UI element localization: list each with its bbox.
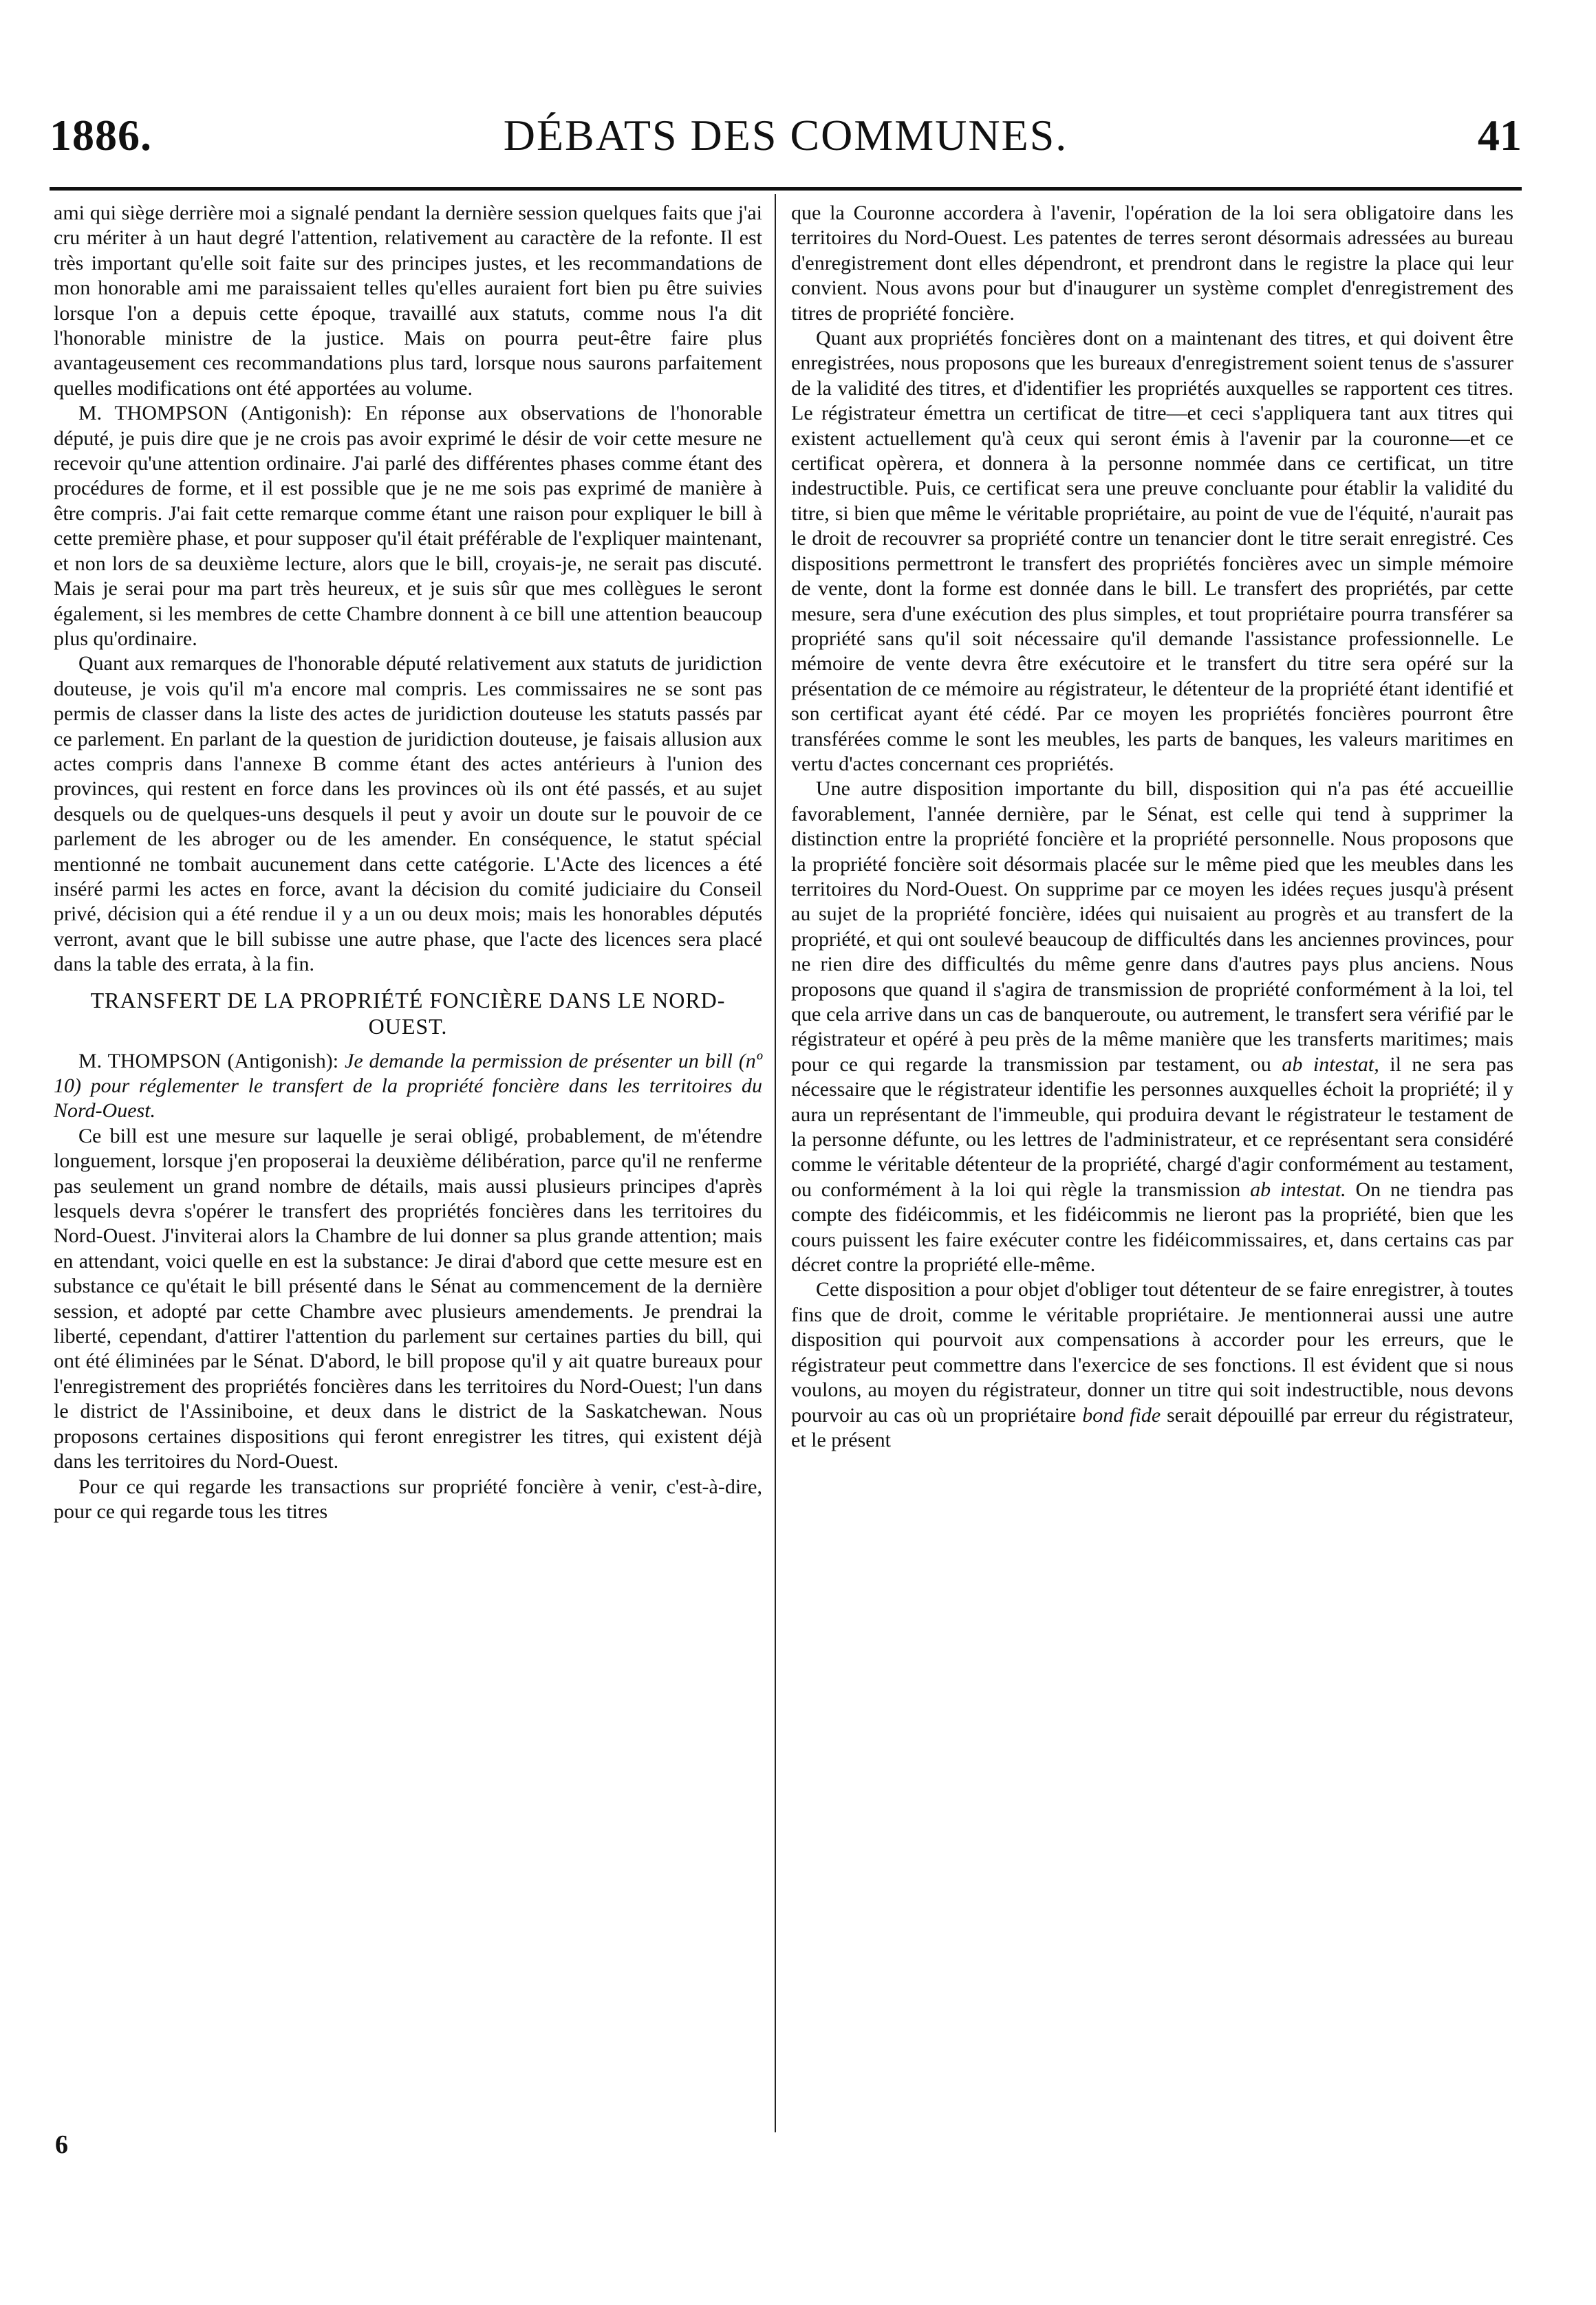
paragraph xyxy=(791,777,1513,1277)
signature-mark: 6 xyxy=(55,2130,68,2159)
paragraph-text: serait dépouillé par erreur du régistrateur, et le présent xyxy=(791,1403,1513,1451)
motion-text: Je demande la permission de présenter un bill (nº 10) xyxy=(54,1049,762,1097)
paragraph xyxy=(54,401,762,651)
motion-text: pour réglementer le transfert de la propriété foncière dans les territoires du Nord-Ouest. xyxy=(54,1074,762,1123)
speaker-name: M. THOMPSON xyxy=(78,402,228,425)
left-column xyxy=(54,201,762,1524)
paragraph-text: On ne tiendra pas compte des fidéicommis, et les fidéicommis ne lieront pas la propriété, bien que les cours puissent les faire exécuter contre les fidéicommissaires, et, dans certains cas par décret contre la propriété elle-même. xyxy=(791,1178,1513,1277)
speaker-riding: (Antigonish): xyxy=(227,1049,339,1072)
section-heading: TRANSFERT DE LA PROPRIÉTÉ FONCIÈRE DANS LE NORD-OUEST. xyxy=(90,987,726,1039)
header-page-number: 41 xyxy=(1478,111,1522,160)
latin-term: bond fide xyxy=(1082,1403,1161,1427)
paragraph xyxy=(791,1277,1513,1453)
column-divider xyxy=(775,194,776,2132)
paragraph: Quant aux propriétés foncières dont on a maintenant des titres, et qui doivent être enregistrées, nous proposons que les bureaux d'enregistrement soient tenus de s'assurer de la validité des titres, et d'identifier les propriétés auxquelles se rapportent ces titres. Le régistrateur émettra un certificat de titre—et ceci s'appliquera tant aux titres qui existent actuellement qu'à ceux qui seront émis à l'avenir par la couronne—et ce certificat opèrera, et donnera à la personne nommée dans ce certificat, un titre indestructible. Puis, ce certificat sera une preuve concluante pour établir la validité du titre, si bien que même le véritable propriétaire, au point de vue de l'équité, n'aurait pas le droit de recouvrer sa propriété contre un tenancier dont le titre serait enregistré. Ces dispositions permettront le transfert des propriétés foncières avec un simple mémoire de vente, dont la forme est donnée dans le bill. Le transfert des propriétés, par cette mesure, sera d'une exécution des plus simples, et tout propriétaire pourra transférer sa propriété sans qu'il soit nécessaire qu'il demande l'assistance professionnelle. Le mémoire de vente devra être exécutoire et le transfert du titre sera opéré sur la présentation de ce mémoire au régistrateur, le détenteur de la propriété étant identifié et son certificat ayant été cédé. Par ce moyen les propriétés foncières pourront être transférées comme le sont les meubles, les parts de banques, les valeurs maritimes en vertu d'actes concernant ces propriétés. xyxy=(791,327,1513,775)
header-year: 1886. xyxy=(50,111,152,160)
paragraph-text: Une autre disposition importante du bill, disposition qui n'a pas été accueillie favorablement, l'année dernière, par le Sénat, est celle qui tend à supprimer la distinction entre la propriété foncière et la propriété personnelle. Nous proposons que la propriété foncière soit désormais placée sur le même pied que les meubles dans les territoires du Nord-Ouest. On supprime par ce moyen les idées reçues jusqu'à présent au sujet de la propriété foncière, idées qui nuisaient au progrès et au transfert de la propriété, et qui ont soulevé beaucoup de difficultés dans les anciennes provinces, pour ne rien dire des difficultés du même genre dans d'autres pays plus anciens. Nous proposons que quand il s'agira de transmission de propriété conformément à la loi, tel que cela arrive dans un cas de banqueroute, ou autrement, le transfert sera vérifié par le régistrateur et opéré à peu près de la même manière que les transferts maritimes; mais pour ce qui regarde la transmission par testament, ou xyxy=(791,777,1513,1076)
paragraph: Ce bill est une mesure sur laquelle je serai obligé, probablement, de m'étendre longuement, lorsque j'en proposerai la deuxième délibération, parce qu'il ne renferme pas seulement un grand nombre de détails, mais aussi plusieurs principes d'après lesquels devra s'opérer le transfert des propriétés foncières dans les territoires du Nord-Ouest. J'inviterai alors la Chambre de lui donner sa plus grande attention; mais en attendant, voici quelle en est la substance: Je dirai d'abord que cette mesure est en substance ce qu'était le bill présenté dans le Sénat au commencement de la dernière session, et adopté par cette Chambre avec plusieurs amendements. Je prendrai la liberté, cependant, d'attirer l'attention du parlement sur certaines parties du bill, qui ont été éliminées par le Sénat. D'abord, le bill propose qu'il y ait quatre bureaux pour l'enregistrement des propriétés foncières dans les territoires du Nord-Ouest; l'un dans le district de l'Assiniboine, et deux dans le district de la Saskatchewan. Nous proposons certaines dispositions qui feront enregistrer les titres, qui existent déjà dans les territoires du Nord-Ouest. xyxy=(54,1124,762,1473)
speaker-riding: (Antigonish): xyxy=(241,402,352,425)
paragraph: que la Couronne accordera à l'avenir, l'opération de la loi sera obligatoire dans les territoires du Nord-Ouest. Les patentes de terres seront désormais adressées au bureau d'enregistrement dont elles dépendront, et prendront dans le registre la place qui leur convient. Nous avons pour but d'inaugurer un système complet d'enregistrement des titres de propriété foncière. xyxy=(791,202,1513,325)
header-rule xyxy=(50,187,1522,191)
latin-term: ab intestat, xyxy=(1282,1052,1379,1076)
paragraph-text: En réponse aux observations de l'honorable député, je puis dire que je ne crois pas avoir exprimé le désir de voir cette mesure ne recevoir qu'une attention ordinaire. J'ai parlé des différentes phases comme étant des procédures de forme, et il est possible que je ne me sois pas exprimé de manière à être compris. J'ai fait cette remarque comme étant une raison pour expliquer le bill à cette première phase, et pour supposer qu'il était préférable de l'expliquer maintenant, et non lors de sa deuxième lecture, alors que le bill, croyais-je, ne serait pas discuté. Mais je serai pour ma part très heureux, et je suis sûr que mes collègues le seront également, si les membres de cette Chambre donnent à ce bill une attention beaucoup plus qu'ordinaire. xyxy=(54,402,763,650)
paragraph: Quant aux remarques de l'honorable député relativement aux statuts de juridiction douteuse, je vois qu'il m'a encore mal compris. Les commissaires ne se sont pas permis de classer dans la liste des actes de juridiction douteuse les statuts passés par ce parlement. En parlant de la question de juridiction douteuse, je faisais allusion aux actes compris dans l'annexe B comme étant des actes antérieurs à l'union des provinces, qui restent en force dans les provinces où ils ont été passés, et au sujet desquels ou de quelques-uns desquels il peut y avoir un doute sur le pouvoir de ce parlement de les abroger ou de les amender. En conséquence, le statut spécial mentionné ne tombait aucunement dans cette catégorie. L'Acte des licences a été inséré parmi les actes en force, avant la décision du comité judiciaire du Conseil privé, décision qui a été rendue il y a un ou deux mois; mais les honorables députés verront, avant que le bill subisse une autre phase, que l'acte des licences sera placé dans la table des errata, à la fin. xyxy=(54,652,762,976)
right-column xyxy=(791,201,1513,1453)
running-head xyxy=(50,110,1522,172)
paragraph-text: Cette disposition a pour objet d'obliger tout détenteur de se faire enregistrer, à toutes fins que de droit, comme le véritable propriétaire. Je mentionnerai aussi une autre disposition qui pourvoit aux compensations à accorder pour les erreurs, que le régistrateur peut commettre dans l'exercice de ses fonctions. Il est évident que si nous voulons, au moyen du régistrateur, donner un titre qui soit indestructible, nous devons pourvoir au cas où un propriétaire xyxy=(791,1278,1513,1427)
paragraph: Pour ce qui regarde les transactions sur propriété foncière à venir, c'est-à-dire, pour ce qui regarde tous les titres xyxy=(54,1475,762,1523)
paragraph: ami qui siège derrière moi a signalé pendant la dernière session quelques faits que j'ai cru mériter à un haut degré l'attention, relativement au caractère de la refonte. Il est très important qu'elle soit faite sur des principes justes, et les recommandations de mon honorable ami me paraissaient telles qu'elles auraient fort bien pu être suivies lorsque l'on a depuis cette époque, travaillé aux statuts, comme nous l'a dit l'honorable ministre de la justice. Mais on pourra peut-être faire plus avantageusement ces recommandations plus tard, lorsque nous saurons parfaitement quelles modifications ont été apportées au volume. xyxy=(54,202,762,400)
paragraph-text: il ne sera pas nécessaire que le régistrateur identifie les personnes auxquelles échoit la propriété; il y aura un représentant de l'immeuble, qui produira devant le régistrateur le testament de la personne défunte, ou les lettres de l'administrateur, et ce représentant sera considéré comme le véritable détenteur de la propriété, chargé d'agir conformément au testament, ou conformément à la loi qui règle la transmission xyxy=(791,1052,1513,1201)
latin-term: ab intestat. xyxy=(1250,1178,1346,1201)
speaker-name: M. THOMPSON xyxy=(78,1049,222,1072)
header-title: DÉBATS DES COMMUNES. xyxy=(503,111,1068,160)
paragraph xyxy=(54,1049,762,1124)
